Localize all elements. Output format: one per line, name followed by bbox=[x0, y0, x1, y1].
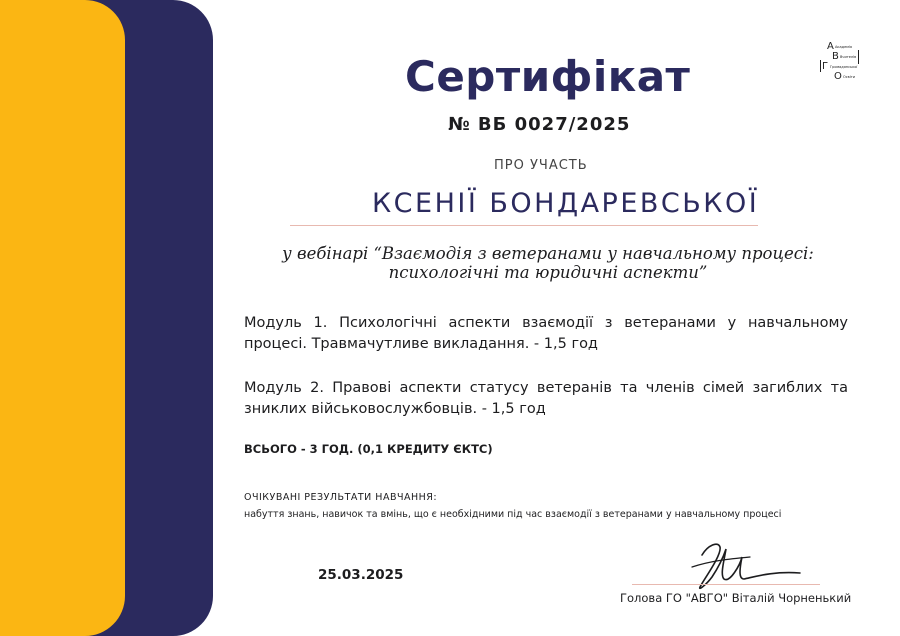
signature-line bbox=[632, 584, 820, 585]
webinar-title bbox=[248, 244, 848, 282]
logo-word-1: Академія bbox=[835, 45, 852, 49]
handwritten-signature bbox=[680, 535, 810, 595]
signatory-caption: Голова ГО "АВГО" Віталій Чорненький bbox=[620, 591, 852, 605]
issue-date: 25.03.2025 bbox=[318, 567, 404, 583]
outcomes-text: набуття знань, навичок та вмінь, що є необхідними під час взаємодії з ветеранами у навчальному процесі bbox=[244, 509, 782, 520]
logo-word-3: Громадянської bbox=[830, 65, 858, 69]
gold-side-band bbox=[0, 0, 125, 636]
logo-bracket-right bbox=[858, 50, 859, 64]
logo-letter-a: А bbox=[827, 41, 834, 52]
webinar-title-line2: психологічні та юридичні аспекти” bbox=[388, 263, 708, 282]
organization-logo bbox=[818, 42, 862, 84]
participation-label: ПРО УЧАСТЬ bbox=[494, 158, 588, 173]
logo-bracket bbox=[820, 60, 821, 72]
recipient-name: КСЕНІЇ БОНДАРЕВСЬКОЇ bbox=[372, 188, 760, 219]
logo-letter-o: О bbox=[834, 71, 842, 82]
module-1: Модуль 1. Психологічні аспекти взаємодії з ветеранами у навчальному процесі. Травмачутливе викладання. - 1,5 год bbox=[244, 315, 848, 352]
module-2: Модуль 2. Правові аспекти статусу ветеранів та членів сімей загиблих та зниклих військовослужбовців. - 1,5 год bbox=[244, 380, 848, 417]
name-underline bbox=[290, 225, 758, 226]
total-hours: ВСЬОГО - 3 ГОД. (0,1 КРЕДИТУ ЄКТС) bbox=[244, 442, 493, 456]
certificate-number: № ВБ 0027/2025 bbox=[448, 114, 631, 135]
signature-stroke bbox=[700, 544, 800, 588]
logo-letter-g: Г bbox=[822, 61, 829, 72]
outcomes-heading: ОЧІКУВАНІ РЕЗУЛЬТАТИ НАВЧАННЯ: bbox=[244, 492, 438, 503]
logo-word-4: Освіти bbox=[843, 75, 856, 79]
certificate-title: Сертифікат bbox=[405, 52, 691, 101]
logo-letter-v: В bbox=[832, 51, 839, 62]
logo-word-2: Вчителів bbox=[840, 55, 857, 59]
webinar-title-line1: у вебінарі “Взаємодія з ветеранами у навчальному процесі: bbox=[282, 244, 814, 263]
